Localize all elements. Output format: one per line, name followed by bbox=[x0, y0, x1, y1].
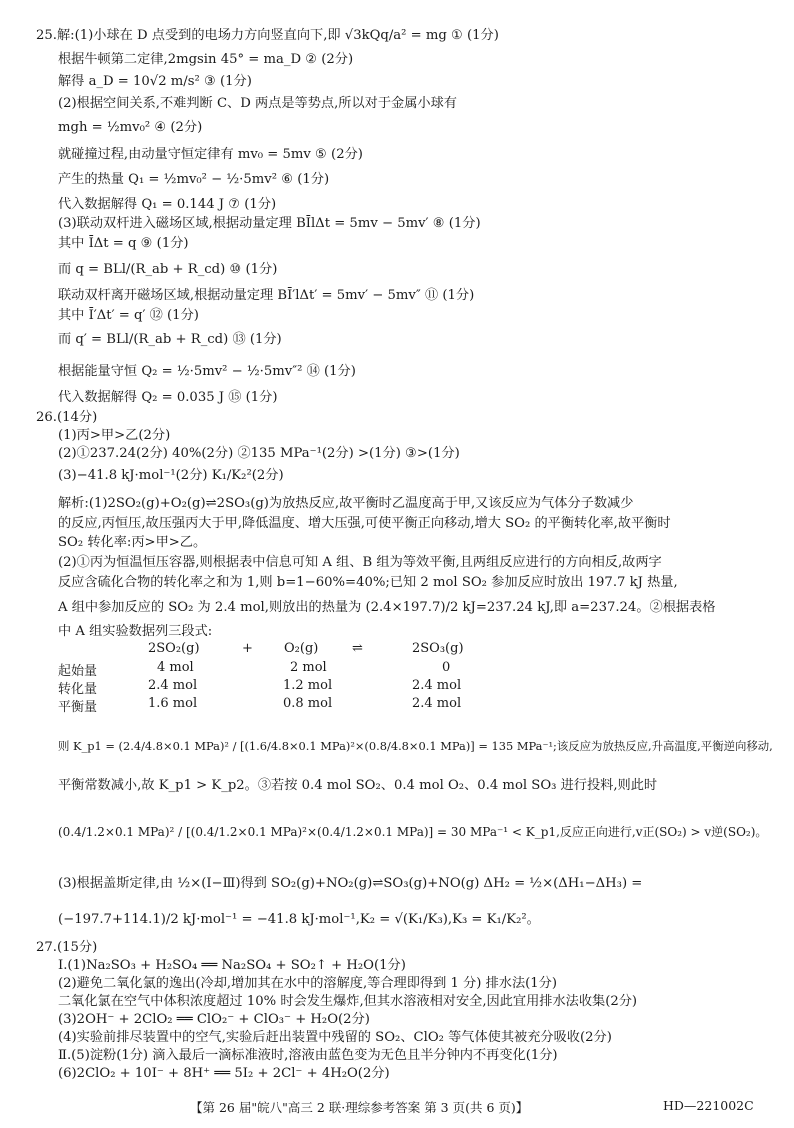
table-header: 2SO₃(g) bbox=[412, 641, 464, 656]
table-cell: 1.6 mol bbox=[148, 696, 198, 711]
text-line: 代入数据解得 Q₂ = 0.035 J ⑮ (1分) bbox=[58, 390, 278, 405]
text-line: 联动双杆离开磁场区域,根据动量定理 BĪ′lΔt′ = 5mv′ − 5mv″ ⑪ (1分) bbox=[58, 288, 475, 303]
text-line: 则 K_p1 = (2.4/4.8×0.1 MPa)² / [(1.6/4.8×0.1 MPa)²×(0.8/4.8×0.1 MPa)] = 135 MPa⁻¹;该反应为放热反应,升高温度,平衡逆向移动, bbox=[58, 739, 773, 753]
text-line: (3)联动双杆进入磁场区域,根据动量定理 BĪlΔt = 5mv − 5mv′ ⑧ (1分) bbox=[58, 216, 481, 231]
table-row-label: 起始量 bbox=[58, 664, 98, 679]
text-line: 其中 Ī′Δt′ = q′ ⑫ (1分) bbox=[58, 308, 199, 323]
text-line: (3)2OH⁻ + 2ClO₂ ══ ClO₂⁻ + ClO₃⁻ + H₂O(2分) bbox=[58, 1012, 370, 1027]
table-cell: 1.2 mol bbox=[283, 678, 333, 693]
text-line: 二氧化氯在空气中体积浓度超过 10% 时会发生爆炸,但其水溶液相对安全,因此宜用排水法收集(2分) bbox=[58, 994, 638, 1009]
table-cell: 0.8 mol bbox=[283, 696, 333, 711]
text-line: (2)根据空间关系,不难判断 C、D 两点是等势点,所以对于金属小球有 bbox=[58, 96, 457, 111]
text-line: (−197.7+114.1)/2 kJ·mol⁻¹ = −41.8 kJ·mol⁻¹,K₂ = √(K₁/K₃),K₃ = K₁/K₂²。 bbox=[58, 912, 540, 927]
text-line: (3)−41.8 kJ·mol⁻¹(2分) K₁/K₂²(2分) bbox=[58, 468, 284, 483]
text-line: 产生的热量 Q₁ = ½mv₀² − ½·5mv² ⑥ (1分) bbox=[58, 172, 330, 187]
text-line: (2)①丙为恒温恒压容器,则根据表中信息可知 A 组、B 组为等效平衡,且两组反应进行的方向相反,故两字 bbox=[58, 555, 662, 570]
text-line: (0.4/1.2×0.1 MPa)² / [(0.4/1.2×0.1 MPa)²×(0.4/1.2×0.1 MPa)] = 30 MPa⁻¹ < K_p1,反应正向进行,v正(SO₂) > v逆(SO₂)。 bbox=[58, 825, 768, 839]
table-cell: 0 bbox=[442, 660, 451, 675]
text-line: (1)丙>甲>乙(2分) bbox=[58, 428, 171, 443]
table-header: ⇌ bbox=[352, 641, 363, 656]
text-line: 25.解:(1)小球在 D 点受到的电场力方向竖直向下,即 √3kQq/a² = mg ① (1分) bbox=[36, 28, 499, 43]
footer-title: 【第 26 届"皖八"高三 2 联·理综参考答案 第 3 页(共 6 页)】 bbox=[190, 1100, 529, 1115]
text-line: 的反应,丙恒压,故压强丙大于甲,降低温度、增大压强,可使平衡正向移动,增大 SO₂ 的平衡转化率,故平衡时 bbox=[58, 516, 671, 531]
table-row-label: 平衡量 bbox=[58, 700, 98, 715]
table-header: O₂(g) bbox=[284, 641, 319, 656]
text-line: 26.(14分) bbox=[36, 410, 98, 425]
text-line: 解析:(1)2SO₂(g)+O₂(g)⇌2SO₃(g)为放热反应,故平衡时乙温度高于甲,又该反应为气体分子数减少 bbox=[58, 496, 634, 511]
text-line: 其中 ĪΔt = q ⑨ (1分) bbox=[58, 236, 189, 251]
text-line: (6)2ClO₂ + 10I⁻ + 8H⁺ ══ 5I₂ + 2Cl⁻ + 4H₂O(2分) bbox=[58, 1066, 390, 1081]
table-cell: 4 mol bbox=[157, 660, 194, 675]
text-line: mgh = ½mv₀² ④ (2分) bbox=[58, 120, 203, 135]
text-line: 反应含硫化合物的转化率之和为 1,则 b=1−60%=40%;已知 2 mol SO₂ 参加反应时放出 197.7 kJ 热量, bbox=[58, 575, 678, 590]
text-line: 27.(15分) bbox=[36, 940, 98, 955]
text-line: 根据能量守恒 Q₂ = ½·5mv² − ½·5mv″² ⑭ (1分) bbox=[58, 364, 356, 379]
text-line: Ⅰ.(1)Na₂SO₃ + H₂SO₄ ══ Na₂SO₄ + SO₂↑ + H₂O(1分) bbox=[58, 958, 406, 973]
text-line: (2)避免二氧化氯的逸出(冷却,增加其在水中的溶解度,等合理即得到 1 分) 排水法(1分) bbox=[58, 976, 557, 991]
text-line: 中 A 组实验数据列三段式: bbox=[58, 624, 213, 639]
table-cell: 2.4 mol bbox=[412, 696, 462, 711]
table-cell: 2.4 mol bbox=[148, 678, 198, 693]
text-line: 平衡常数减小,故 K_p1 > K_p2。③若按 0.4 mol SO₂、0.4 mol O₂、0.4 mol SO₃ 进行投料,则此时 bbox=[58, 778, 658, 793]
text-line: 就碰撞过程,由动量守恒定律有 mv₀ = 5mv ⑤ (2分) bbox=[58, 147, 363, 162]
table-row-label: 转化量 bbox=[58, 682, 98, 697]
text-line: 而 q = BLl/(R_ab + R_cd) ⑩ (1分) bbox=[58, 262, 278, 277]
table-cell: 2.4 mol bbox=[412, 678, 462, 693]
text-line: SO₂ 转化率:丙>甲>乙。 bbox=[58, 535, 207, 550]
text-line: A 组中参加反应的 SO₂ 为 2.4 mol,则放出的热量为 (2.4×197.7)/2 kJ=237.24 kJ,即 a=237.24。②根据表格 bbox=[58, 600, 716, 615]
text-line: 代入数据解得 Q₁ = 0.144 J ⑦ (1分) bbox=[58, 197, 277, 212]
table-header: + bbox=[242, 641, 253, 656]
table-header: 2SO₂(g) bbox=[148, 641, 200, 656]
text-line: 而 q′ = BLl/(R_ab + R_cd) ⑬ (1分) bbox=[58, 332, 282, 347]
text-line: (3)根据盖斯定律,由 ½×(Ⅰ−Ⅲ)得到 SO₂(g)+NO₂(g)⇌SO₃(g)+NO(g) ΔH₂ = ½×(ΔH₁−ΔH₃) = bbox=[58, 876, 643, 891]
text-line: Ⅱ.(5)淀粉(1分) 滴入最后一滴标准液时,溶液由蓝色变为无色且半分钟内不再变化(1分) bbox=[58, 1048, 558, 1063]
text-line: 根据牛顿第二定律,2mgsin 45° = ma_D ② (2分) bbox=[58, 52, 354, 67]
text-line: (4)实验前排尽装置中的空气,实验后赶出装置中残留的 SO₂、ClO₂ 等气体使其被充分吸收(2分) bbox=[58, 1030, 612, 1045]
text-line: 解得 a_D = 10√2 m/s² ③ (1分) bbox=[58, 74, 252, 89]
table-cell: 2 mol bbox=[290, 660, 327, 675]
text-line: (2)①237.24(2分) 40%(2分) ②135 MPa⁻¹(2分) >(1分) ③>(1分) bbox=[58, 446, 460, 461]
footer-code: HD—221002C bbox=[663, 1098, 754, 1113]
